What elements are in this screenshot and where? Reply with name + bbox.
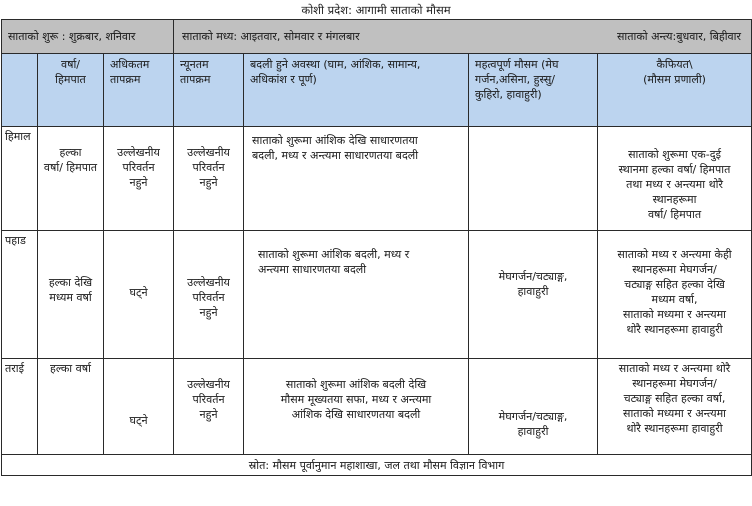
- text-line: साताको मध्यमा र अन्त्यमा: [623, 308, 727, 321]
- text-line: अधिकतम: [110, 58, 150, 71]
- text-line: बदली, मध्य र अन्त्यमा साधारणतया बदली: [252, 149, 419, 162]
- text-line: स्थानमा हल्का वर्षा/ हिमपात: [618, 163, 731, 176]
- text-line: वर्षा/ हिमपात: [647, 208, 702, 221]
- mintemp-cell: [174, 231, 244, 359]
- table-row: [2, 231, 752, 359]
- precip-cell: [38, 127, 104, 231]
- text-line: मध्यम वर्षा,: [651, 293, 698, 306]
- week-start-cell: साताको शुरू : शुक्रबार, शनिवार: [2, 20, 174, 54]
- forecast-table: [1, 19, 752, 476]
- text-line: परिवर्तन: [192, 393, 225, 406]
- text-line: साताको शुरूमा आंशिक बदली देखि: [285, 378, 427, 391]
- text-line: मध्यम वर्षा: [49, 291, 92, 304]
- text-line: साताको शुरूमा आंशिक देखि साधारणतया: [252, 134, 418, 147]
- text-line: साताको मध्य र अन्त्यमा केही: [617, 248, 732, 261]
- text-line: परिवर्तन: [122, 161, 155, 174]
- mintemp-cell: [174, 127, 244, 231]
- important-cell: [469, 231, 598, 359]
- page-title: कोशी प्रदेश: आगामी साताको मौसम: [301, 3, 451, 17]
- text-line: साताको शुरूमा आंशिक बदली, मध्य र: [258, 248, 410, 261]
- region-cell: पहाड: [2, 231, 38, 359]
- text-line: वर्षा/: [60, 58, 81, 71]
- text-line: महत्वपूर्ण मौसम (मेघ: [475, 58, 559, 71]
- text-line: अधिकांश र पूर्ण): [250, 73, 317, 86]
- text-line: अन्त्यमा साधारणतया बदली: [258, 263, 367, 276]
- text-line: मेघगर्जन/चट्याङ्ग,: [498, 270, 568, 283]
- changing-cell: [244, 127, 469, 231]
- text-line: साताको मध्य र अन्त्यमा थोरै: [618, 362, 731, 375]
- text-line: नहुने: [199, 306, 218, 319]
- text-line: न्यूनतम: [180, 58, 209, 71]
- text-line: साताको शुरूमा एक-दुई: [628, 148, 721, 161]
- text-line: कुहिरो, हावाहुरी): [475, 88, 542, 101]
- text-line: तापक्रम: [180, 73, 211, 86]
- text-line: स्थानहरूमा मेघगर्जन/: [632, 377, 717, 390]
- text-line: तापक्रम: [110, 73, 141, 86]
- changing-cell: [244, 231, 469, 359]
- header-remarks: [598, 54, 752, 127]
- table-row: [2, 359, 752, 455]
- text-line: थोरै स्थानहरूमा हावाहुरी: [626, 422, 723, 435]
- text-line: हल्का वर्षा: [50, 362, 91, 375]
- table-row: [2, 127, 752, 231]
- text-line: स्थानहरूमा मेघगर्जन/: [632, 263, 717, 276]
- text-line: चट्याङ्ग सहित हल्का देखि: [624, 278, 725, 291]
- text-line: उल्लेखनीय: [187, 378, 230, 391]
- text-line: उल्लेखनीय: [117, 146, 160, 159]
- source-note: स्रोत: मौसम पूर्वानुमान महाशाखा, जल तथा मौसम विज्ञान विभाग: [2, 455, 752, 476]
- region-cell: तराई: [2, 359, 38, 455]
- week-summary-row: [2, 20, 752, 54]
- precip-cell: [38, 359, 104, 455]
- week-end-label: साताको अन्त्य:बुधवार, बिहीवार: [616, 30, 742, 43]
- region-cell: हिमाल: [2, 127, 38, 231]
- maxtemp-cell: [104, 127, 174, 231]
- source-row: [2, 455, 752, 476]
- text-line: हावाहुरी: [517, 285, 549, 298]
- text-line: नहुने: [199, 176, 218, 189]
- mintemp-cell: [174, 359, 244, 455]
- text-line: बदली हुने अवस्था (घाम, आंशिक, सामान्य,: [250, 58, 421, 71]
- header-maxtemp: [104, 54, 174, 127]
- column-header-row: [2, 54, 752, 127]
- text-line: परिवर्तन: [192, 291, 225, 304]
- remarks-cell: [598, 359, 752, 455]
- text-line: थोरै स्थानहरूमा हावाहुरी: [626, 323, 723, 336]
- text-line: घट्ने: [129, 414, 148, 427]
- text-line: परिवर्तन: [192, 161, 225, 174]
- text-line: तथा मध्य र अन्त्यमा थोरै: [626, 178, 723, 191]
- text-line: हिमपात: [55, 73, 86, 86]
- text-line: (मौसम प्रणाली): [643, 73, 706, 86]
- maxtemp-cell: [104, 359, 174, 455]
- forecast-document: [1, 1, 751, 504]
- text-line: कैफियत\: [656, 58, 693, 71]
- header-precip: [38, 54, 104, 127]
- text-line: उल्लेखनीय: [187, 146, 230, 159]
- text-line: नहुने: [199, 408, 218, 421]
- text-line: साताको मध्यमा र अन्त्यमा: [623, 407, 727, 420]
- important-cell: [469, 359, 598, 455]
- text-line: गर्जन,असिना, हुस्सु/: [475, 73, 555, 86]
- header-important: [469, 54, 598, 127]
- precip-cell: [38, 231, 104, 359]
- text-line: उल्लेखनीय: [187, 276, 230, 289]
- text-line: घट्ने: [129, 286, 148, 299]
- text-line: हल्का देखि: [48, 276, 93, 289]
- remarks-cell: [598, 127, 752, 231]
- text-line: हावाहुरी: [517, 425, 549, 438]
- text-line: चट्याङ्ग सहित हल्का वर्षा,: [623, 392, 726, 405]
- text-line: आंशिक देखि साधारणतया बदली: [291, 408, 421, 421]
- header-mintemp: [174, 54, 244, 127]
- text-line: मेघगर्जन/चट्याङ्ग,: [498, 410, 568, 423]
- remarks-cell: [598, 231, 752, 359]
- text-line: वर्षा/ हिमपात: [43, 161, 98, 174]
- week-middle-end-cell: [174, 20, 752, 54]
- important-cell: [469, 127, 598, 231]
- maxtemp-cell: [104, 231, 174, 359]
- text-line: स्थानहरूमा: [652, 193, 697, 206]
- changing-cell: [244, 359, 469, 455]
- header-changing: [244, 54, 469, 127]
- header-region: [2, 54, 38, 127]
- text-line: हल्का: [59, 146, 82, 159]
- text-line: मौसम मूख्यतया सफा, मध्य र अन्त्यमा: [280, 393, 432, 406]
- text-line: नहुने: [129, 176, 148, 189]
- week-middle-label: साताको मध्य: आइतवार, सोमवार र मंगलबार: [182, 30, 360, 43]
